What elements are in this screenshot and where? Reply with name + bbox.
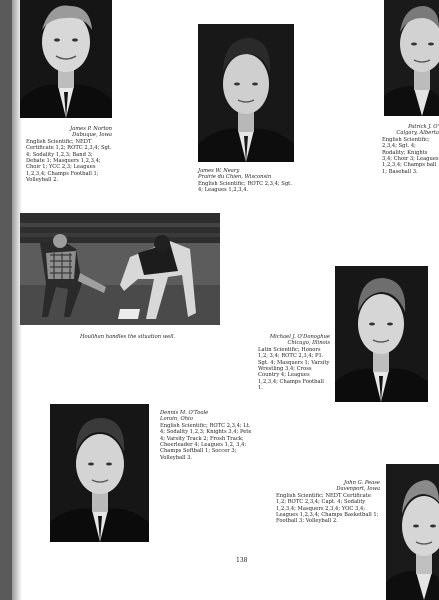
student-name: James W. Neary [198,168,240,174]
student-activities: English Scientific; NEDT Certificate 1,2; ROTC 2,3,4; Capt. 4; Sodality 1,2,3,4; Masquers 2,3,4; YOC 3,4; Leagues 1,2,3,4; Champs Basketball 1; Football 3; Volleyball 2. [276,492,379,525]
portrait-photo-o-partial [384,0,439,116]
portrait-photo-pease [386,464,439,600]
caption-norton [26,126,112,184]
page-number: 138 [236,557,248,564]
student-hometown: Davenport, Iowa [336,486,380,493]
caption-otoole [160,410,256,461]
student-activities: English Scientific; 2,3,4; Sgt. 4; Rodality; Knights 3,4; Choir 3; Leagues 1,2,3,4; Champs ball 1; Baseball 3. [382,136,439,175]
caption-neary [198,168,294,194]
student-activities: English Scientific; ROTC 2,3,4; Lt. 4; Sodality 1,2,3; Knights 3,4; Pete 4; Varsity Track 2; Frosh Track; Cheerleader 4; Leagues 1,2, 3,4; Champs Softball 1; Soccer 3; Volleyball 3. [160,422,252,461]
student-name: Patrick J. O' [408,124,439,130]
student-name: Michael J. O'Donoghue [269,334,330,340]
page-binding [0,0,12,600]
student-activities: Latin Scientific; Honors 1,2, 3,4; ROTC 2,3,4; P1. Sgt. 4; Masquers 1; Varsity Wrestling 3,4; Cross Country 4; Leagues 1,2,3,4; Champs Football 1. [258,346,330,392]
student-hometown: Prairie du Chien, Wisconsin [198,174,272,181]
caption-pease [276,480,380,525]
candid-caption: Houlihan handles the situation well. [80,334,176,340]
student-hometown: Dubuque, Iowa [72,132,112,139]
student-name: John G. Pease [344,480,380,486]
student-hometown: Chicago, Illinois [287,340,330,347]
caption-o-partial [382,124,439,175]
student-activities: English Scientific; ROTC 2,3,4; Sgt. 4; Leagues 1,2,3,4. [198,180,292,194]
portrait-photo-norton [20,0,112,118]
student-name: James P. Norton [70,126,112,132]
student-hometown: Lorain, Ohio [160,416,193,423]
candid-photo [20,213,220,325]
portrait-photo-odonoghue [335,266,428,402]
student-hometown: Calgary, Alberta [396,130,439,137]
caption-odonoghue [258,334,330,392]
student-name: Dennis M. O'Toole [160,410,209,416]
portrait-photo-neary [198,24,294,162]
portrait-photo-otoole [50,404,149,542]
student-activities: English Scientific; NEDT Certificate 1,2; ROTC 2,3,4; Sgt. 4; Sodality 1,2,3; Band 3; Debate 1; Masquers 1,2,3,4; Choir 1; YCC 2,3; Leagues 1,2,3,4; Champs Football 1; Volleyball 2. [26,138,112,184]
